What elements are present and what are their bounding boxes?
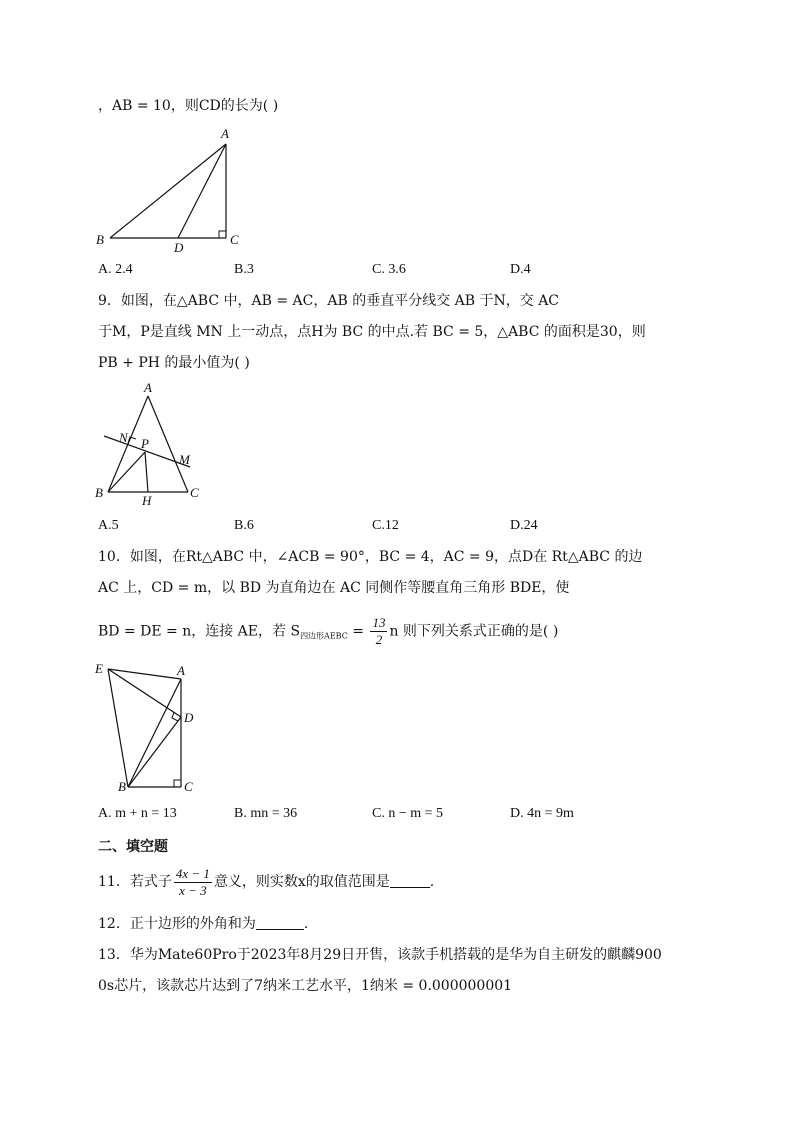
q8-figure <box>90 124 260 256</box>
q10-figure <box>90 655 210 800</box>
q10-label-B: B <box>118 779 126 794</box>
q10-option-a[interactable]: A. m + n = 13 <box>98 806 177 821</box>
q9-label-H: H <box>142 493 152 508</box>
q10-fraction-numerator: 13 <box>372 615 386 630</box>
q9-label-M: M <box>179 452 190 467</box>
q11-answer-blank[interactable] <box>390 873 430 888</box>
q10-area-subscript: 四边形AEBC <box>300 631 348 641</box>
q10-label-A: A <box>177 663 185 678</box>
q9-figure <box>90 380 220 512</box>
q11-fraction-numerator: 4x − 1 <box>175 865 210 881</box>
q10-option-b[interactable]: B. mn = 36 <box>234 806 298 821</box>
q8-option-b[interactable]: B.3 <box>234 262 254 277</box>
q10-option-c[interactable]: C. n − m = 5 <box>372 806 444 821</box>
q9-option-d[interactable]: D.24 <box>510 518 538 533</box>
q9-option-b[interactable]: B.6 <box>234 518 254 533</box>
q8-options <box>98 262 658 282</box>
q8-text: ，AB = 10，则CD的长为( ) <box>98 98 279 114</box>
q12-text <box>98 914 308 934</box>
q9-label-C: C <box>190 485 199 500</box>
q10-fraction <box>370 615 387 648</box>
q10-line-3-pre: BD = DE = n，连接 AE，若 S <box>98 623 301 640</box>
q10-label-D: D <box>184 710 194 725</box>
q10-line-1: 10．如图，在Rt△ABC 中，∠ACB = 90°，BC = 4，AC = 9，点D在 Rt△ABC 的边 <box>98 549 643 565</box>
q13-line-1: 13．华为Mate60Pro于2023年8月29日开售，该款手机搭载的是华为自主研发的麒麟900 <box>98 947 662 963</box>
q8-option-a[interactable]: A. 2.4 <box>98 262 133 277</box>
q10-label-E: E <box>95 661 103 676</box>
q8-label-D: D <box>174 240 184 255</box>
q11-pre: 11．若式子 <box>98 874 172 890</box>
q9-label-P: P <box>141 436 149 451</box>
q9-option-a[interactable]: A.5 <box>98 518 119 533</box>
q10-label-C: C <box>184 779 193 794</box>
q12-body: 12．正十边形的外角和为 <box>98 916 256 932</box>
q8-option-c[interactable]: C. 3.6 <box>372 262 406 277</box>
q9-options <box>98 518 658 538</box>
q11-fraction-denominator: x − 3 <box>179 882 207 898</box>
q9-line-3: PB + PH 的最小值为( ) <box>98 355 250 371</box>
q11-post: 意义，则实数x的取值范围是 <box>213 874 390 890</box>
q8-label-A: A <box>221 126 229 141</box>
q9-label-N: N <box>119 430 128 445</box>
q9-label-A: A <box>144 380 152 395</box>
q11-text <box>98 862 434 902</box>
q9-option-c[interactable]: C.12 <box>372 518 399 533</box>
q12-end: . <box>303 916 309 932</box>
section-title: 二、填空题 <box>98 839 168 855</box>
q10-line-3-post: n 则下列关系式正确的是( ) <box>389 623 559 640</box>
q12-answer-blank[interactable] <box>256 915 304 930</box>
q9-line-2: 于M，P是直线 MN 上一动点，点H为 BC 的中点.若 BC = 5，△ABC 的面积是30，则 <box>98 324 646 340</box>
q13-line-2: 0s芯片，该款芯片达到了7纳米工艺水平，1纳米 = 0.000000001 <box>98 978 513 994</box>
q9-label-B: B <box>95 485 103 500</box>
q10-option-d[interactable]: D. 4n = 9m <box>510 806 574 821</box>
q10-fraction-denominator: 2 <box>375 632 383 647</box>
q10-line-2: AC 上，CD = m，以 BD 为直角边在 AC 同侧作等腰直角三角形 BDE，使 <box>98 580 570 596</box>
q8-label-C: C <box>230 232 239 247</box>
q10-equals: = <box>347 623 369 640</box>
q11-end: . <box>429 874 435 890</box>
q10-line-3 <box>98 615 558 648</box>
q8-option-d[interactable]: D.4 <box>510 262 531 277</box>
q8-label-B: B <box>96 232 104 247</box>
q9-line-1: 9．如图，在△ABC 中，AB = AC，AB 的垂直平分线交 AB 于N，交 AC <box>98 293 560 309</box>
q10-options <box>98 806 658 826</box>
q11-fraction <box>174 866 212 899</box>
